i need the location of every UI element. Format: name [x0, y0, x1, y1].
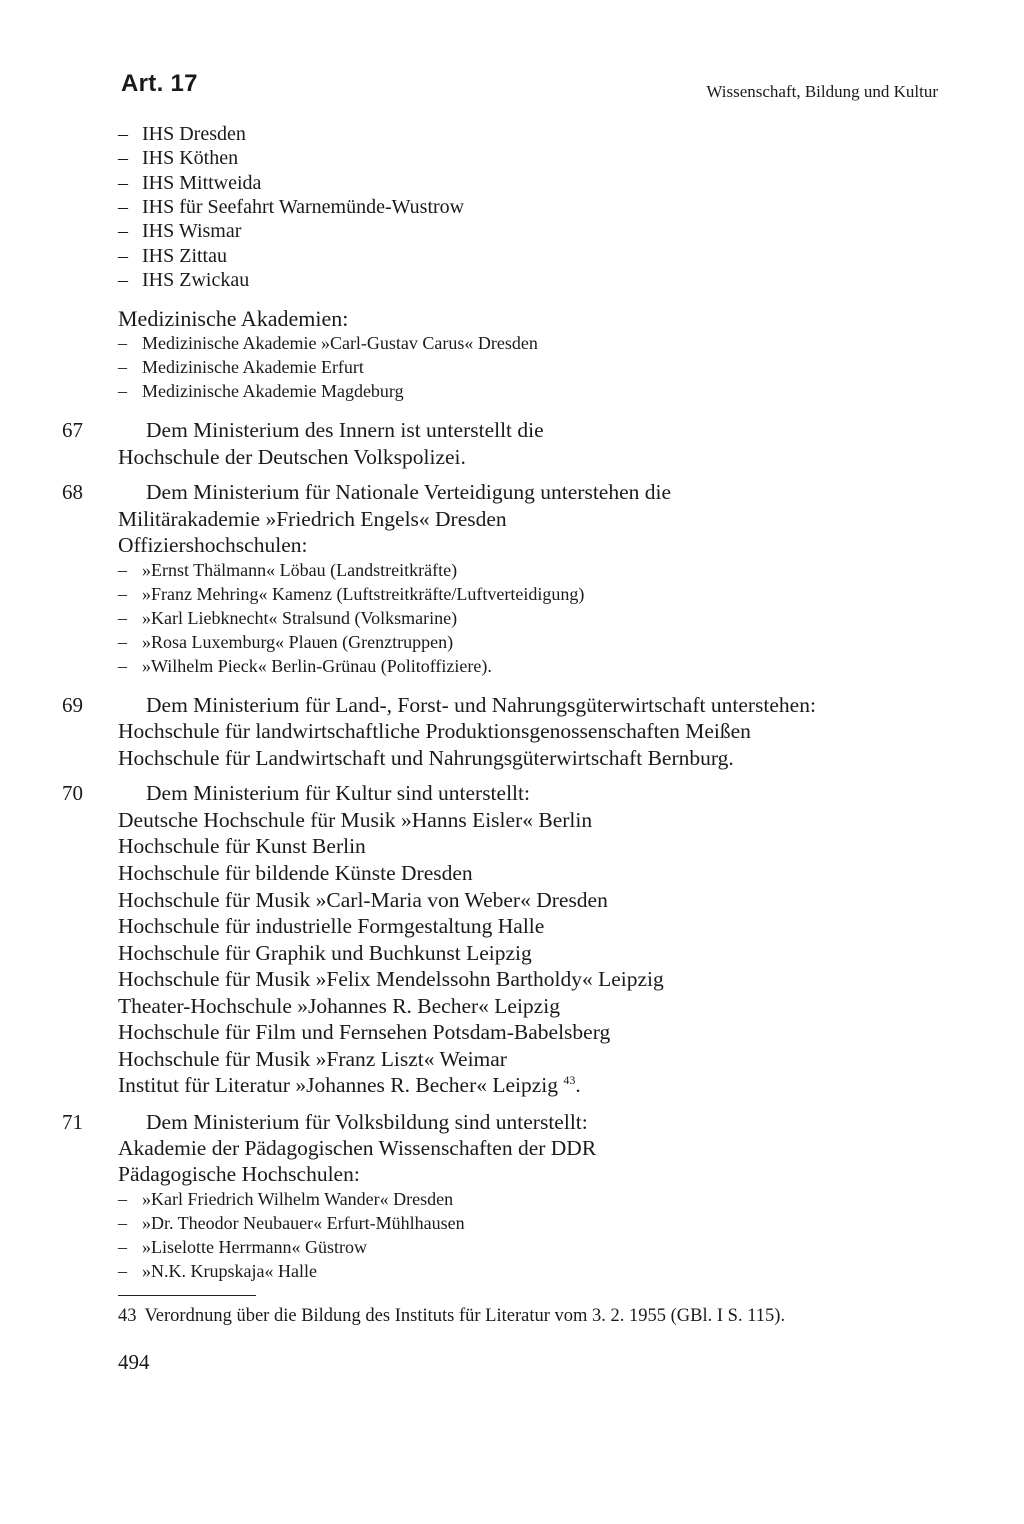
list-item: – Medizinische Akademie Erfurt: [118, 357, 364, 377]
paragraph-first-line: Dem Ministerium für Nationale Verteidigung unterstehen die: [146, 480, 672, 504]
margin-number: 71: [62, 1110, 83, 1134]
paragraph-line: Institut für Literatur »Johannes R. Becher« Leipzig $^{43}$.: [118, 1073, 581, 1097]
list-item: – IHS Köthen: [118, 147, 239, 169]
margin-number: 70: [62, 781, 83, 805]
paragraph-line: Hochschule für Musik »Franz Liszt« Weimar: [118, 1047, 507, 1071]
paragraph-line: Hochschule für landwirtschaftliche Produktionsgenossenschaften Meißen: [118, 719, 751, 743]
paragraph-line: Pädagogische Hochschulen:: [118, 1162, 360, 1186]
paragraph-line: Hochschule für Musik »Felix Mendelssohn Bartholdy« Leipzig: [118, 967, 664, 991]
list-item: – IHS für Seefahrt Warnemünde-Wustrow: [118, 196, 465, 218]
margin-number: 67: [62, 418, 83, 442]
list-item: – Medizinische Akademie »Carl-Gustav Carus« Dresden: [118, 333, 538, 353]
paragraph-line: Hochschule für Musik »Carl-Maria von Weber« Dresden: [118, 888, 608, 912]
paragraph-line: Theater-Hochschule »Johannes R. Becher« Leipzig: [118, 994, 560, 1018]
list-item: – »N.K. Krupskaja« Halle: [118, 1261, 317, 1281]
list-item: – »Liselotte Herrmann« Güstrow: [118, 1237, 367, 1257]
list-item: – »Franz Mehring« Kamenz (Luftstreitkräfte/Luftverteidigung): [118, 584, 585, 604]
margin-number: 68: [62, 480, 83, 504]
list-item: – Medizinische Akademie Magdeburg: [118, 381, 404, 401]
paragraph-first-line: Dem Ministerium für Volksbildung sind unterstellt:: [146, 1110, 588, 1134]
footnote-rule: [118, 1295, 256, 1296]
paragraph-first-line: Dem Ministerium für Land-, Forst- und Nahrungsgüterwirtschaft unterstehen:: [146, 693, 816, 717]
paragraph-line: Hochschule für bildende Künste Dresden: [118, 861, 473, 885]
paragraph-line: Hochschule der Deutschen Volkspolizei.: [118, 445, 466, 469]
footnote: 43 Verordnung über die Bildung des Instituts für Literatur vom 3. 2. 1955 (GBl. I S. 115).: [118, 1306, 786, 1326]
list-item: – »Wilhelm Pieck« Berlin-Grünau (Politoffiziere).: [118, 656, 492, 676]
paragraph-first-line: Dem Ministerium des Innern ist unterstellt die: [146, 418, 544, 442]
list-item: – IHS Zittau: [118, 245, 227, 267]
paragraph-line: Akademie der Pädagogischen Wissenschaften der DDR: [118, 1136, 597, 1160]
list-item: – IHS Zwickau: [118, 269, 250, 291]
list-item: – »Karl Liebknecht« Stralsund (Volksmarine): [118, 608, 458, 628]
list-item: – IHS Mittweida: [118, 172, 262, 194]
section-heading: Medizinische Akademien:: [118, 306, 349, 331]
footnote-ref: 43: [563, 1073, 576, 1087]
paragraph-line: Hochschule für Kunst Berlin: [118, 834, 366, 858]
paragraph-first-line: Dem Ministerium für Kultur sind unterstellt:: [146, 781, 530, 805]
page-number: 494: [118, 1350, 150, 1374]
paragraph-line: Hochschule für Film und Fernsehen Potsdam-Babelsberg: [118, 1020, 611, 1044]
margin-number: 69: [62, 693, 83, 717]
article-heading: Art. 17: [121, 70, 198, 97]
paragraph-line: Deutsche Hochschule für Musik »Hanns Eisler« Berlin: [118, 808, 593, 832]
list-item: – »Ernst Thälmann« Löbau (Landstreitkräfte): [118, 560, 458, 580]
list-item: – IHS Wismar: [118, 220, 242, 242]
list-item: – IHS Dresden: [118, 123, 246, 145]
paragraph-line: Hochschule für Graphik und Buchkunst Leipzig: [118, 941, 532, 965]
list-item: – »Dr. Theodor Neubauer« Erfurt-Mühlhausen: [118, 1213, 465, 1233]
running-header: Wissenschaft, Bildung und Kultur: [706, 82, 938, 101]
paragraph-line: Militärakademie »Friedrich Engels« Dresden: [118, 507, 507, 531]
list-item: – »Karl Friedrich Wilhelm Wander« Dresden: [118, 1189, 454, 1209]
paragraph-line: Hochschule für Landwirtschaft und Nahrungsgüterwirtschaft Bernburg.: [118, 746, 734, 770]
list-item: – »Rosa Luxemburg« Plauen (Grenztruppen): [118, 632, 454, 652]
paragraph-line: Offiziershochschulen:: [118, 533, 308, 557]
paragraph-line: Hochschule für industrielle Formgestaltung Halle: [118, 914, 545, 938]
